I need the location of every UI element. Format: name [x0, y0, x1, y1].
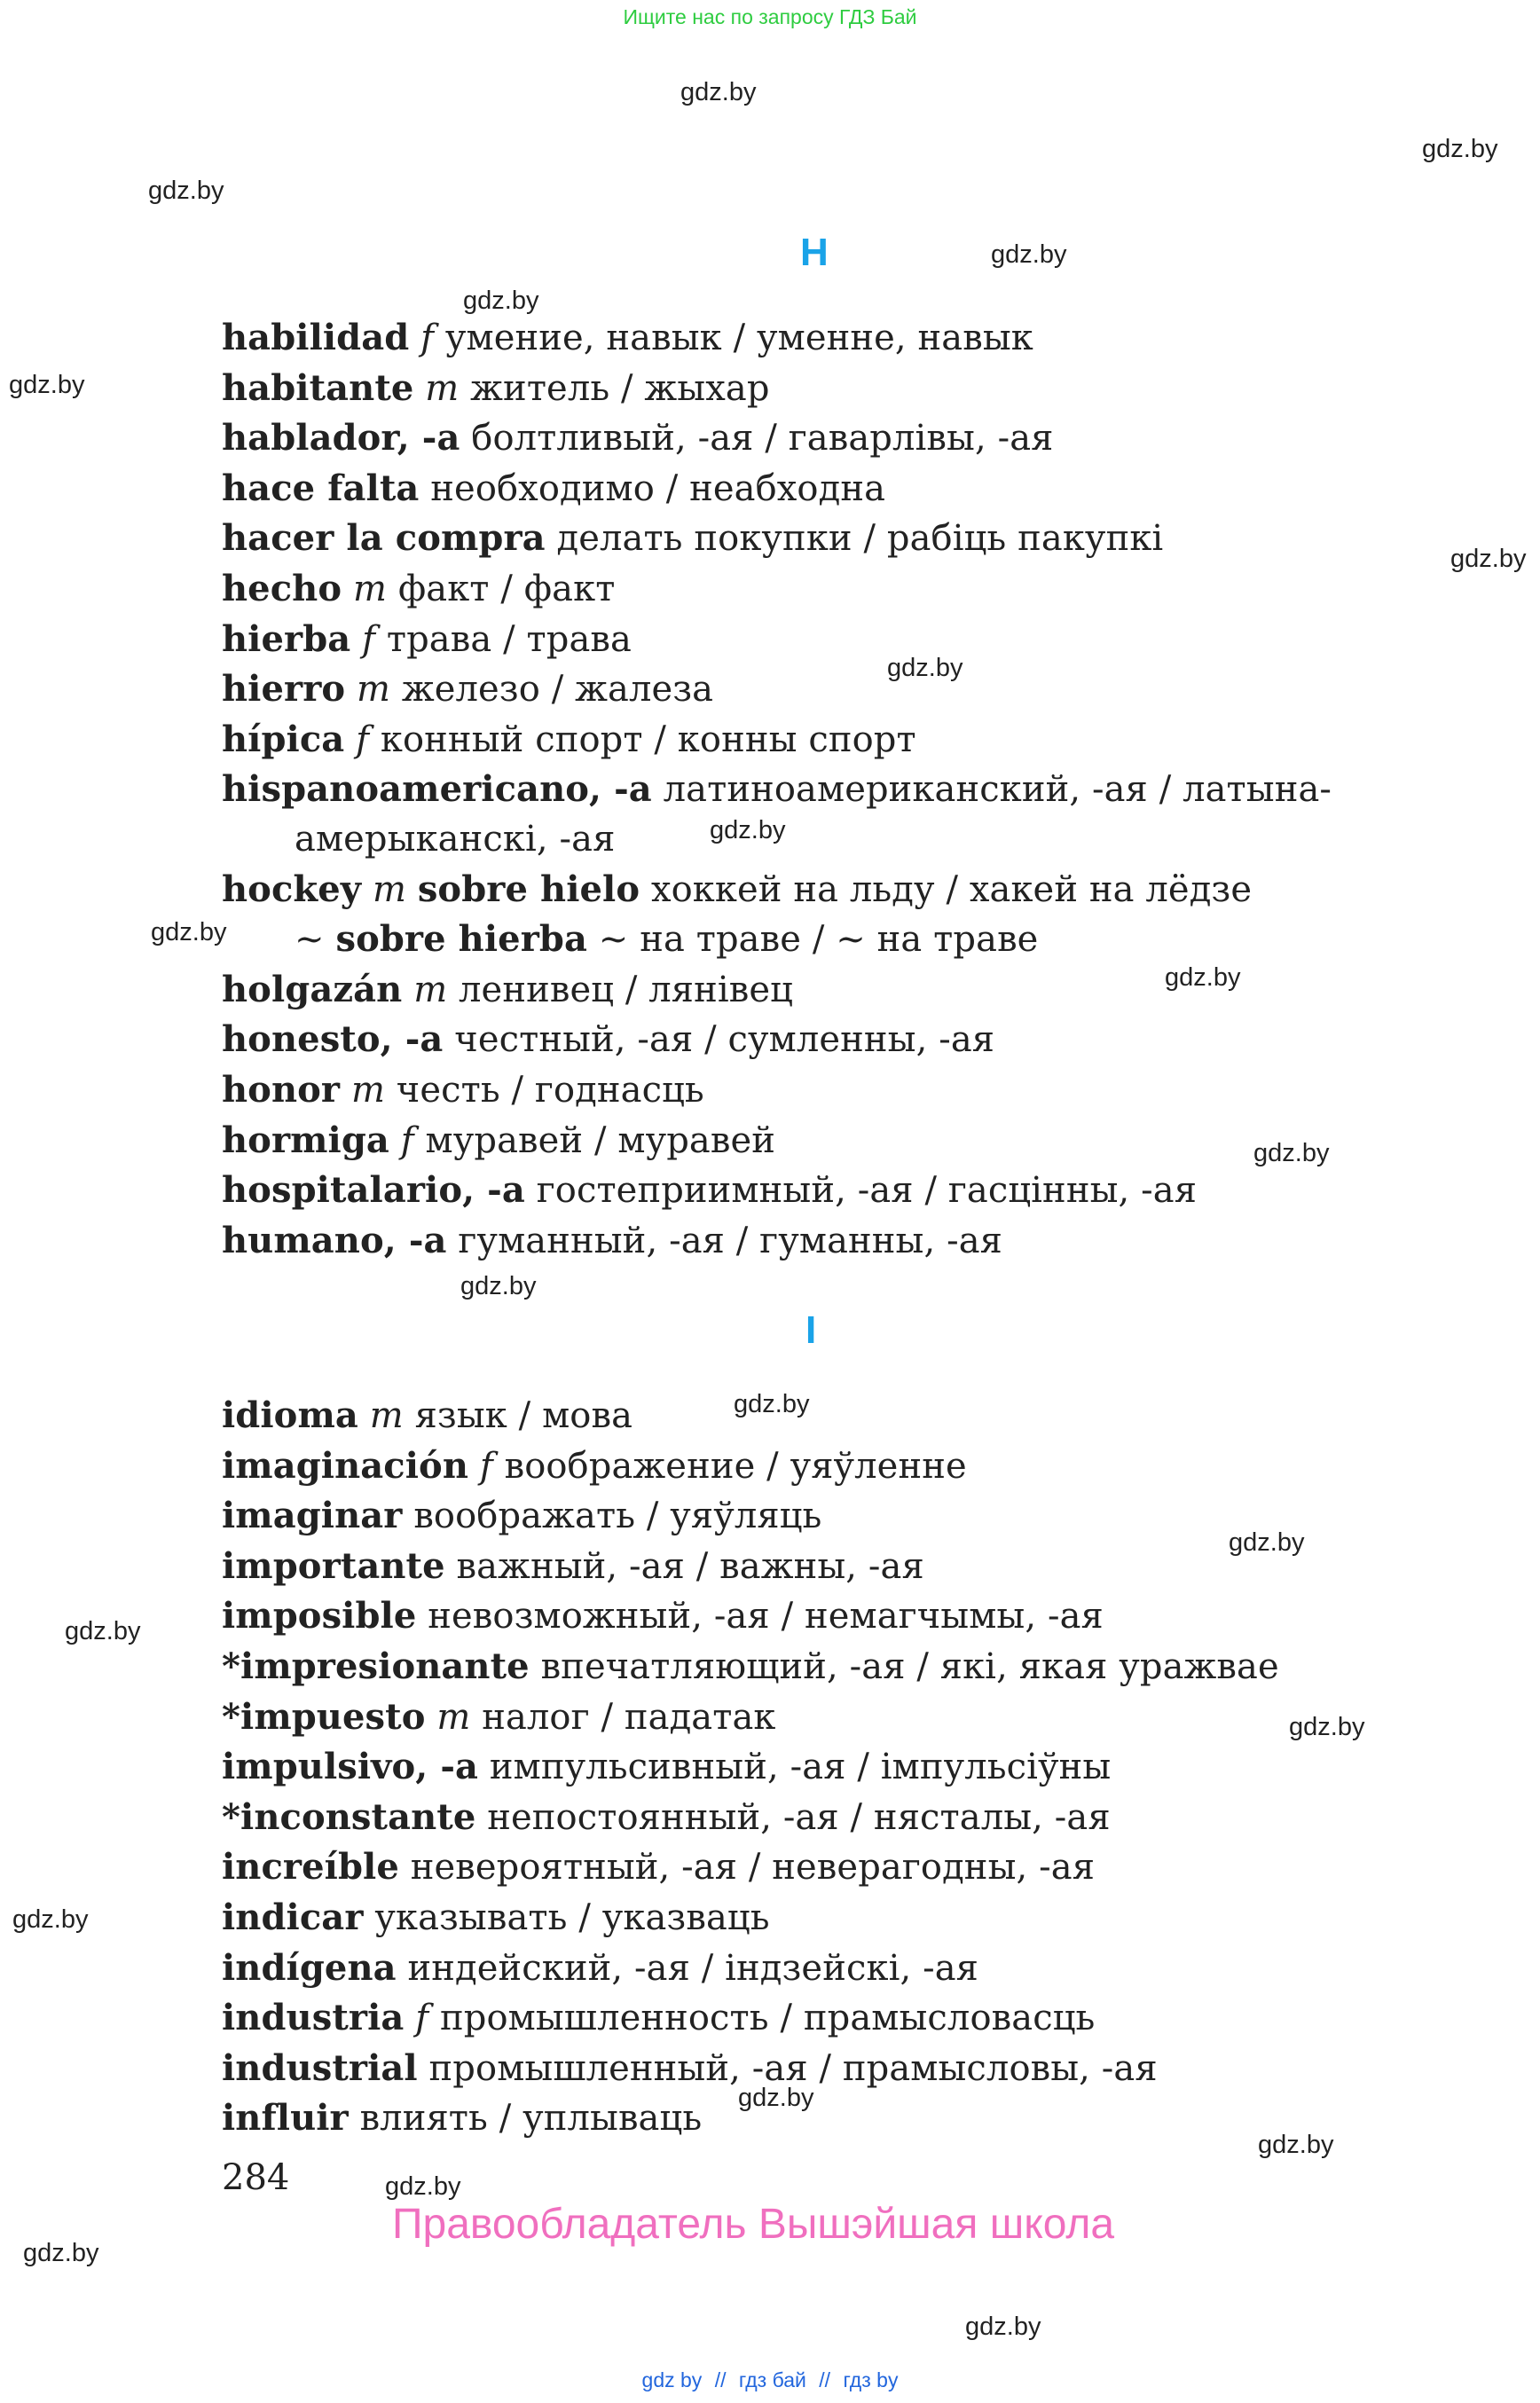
footer-link[interactable]: гдз by	[843, 2368, 899, 2391]
grammar-label: m	[425, 367, 460, 409]
grammar-label: f	[420, 318, 435, 358]
grammar-label: m	[350, 1069, 385, 1111]
watermark: gdz.by	[463, 287, 539, 315]
translation: трава / трава	[386, 618, 632, 660]
watermark: gdz.by	[1289, 1713, 1365, 1741]
dictionary-entry	[222, 1642, 1279, 1692]
headword: industrial	[222, 2046, 418, 2089]
dictionary-entry	[222, 915, 1332, 965]
dictionary-entry	[222, 564, 1332, 615]
dictionary-entry	[222, 1065, 1332, 1116]
headword: humano, -a	[222, 1219, 447, 1261]
headword-phrase: sobre hielo	[417, 868, 640, 910]
dictionary-entry	[222, 313, 1332, 364]
dictionary-entry	[222, 1993, 1279, 2044]
translation: впечатляющий, -ая / які, якая уражвае	[540, 1645, 1279, 1687]
grammar-label: f	[415, 1998, 429, 2039]
translation: болтливый, -ая / гаварлівы, -ая	[471, 418, 1054, 459]
grammar-label: m	[372, 868, 406, 910]
watermark: gdz.by	[887, 654, 963, 682]
headword: holgazán	[222, 968, 403, 1010]
translation: невероятный, -ая / неверагодны, -ая	[410, 1847, 1096, 1889]
dictionary-entry	[222, 2044, 1279, 2094]
watermark: gdz.by	[9, 371, 85, 399]
translation: воображать / уяўляць	[413, 1496, 822, 1537]
watermark: gdz.by	[1258, 2131, 1334, 2159]
watermark: gdz.by	[738, 2084, 814, 2112]
translation: конный спорт / конны спорт	[380, 719, 916, 760]
headword: hospitalario, -a	[222, 1169, 525, 1212]
watermark: gdz.by	[385, 2172, 461, 2201]
dictionary-entry	[222, 1542, 1279, 1592]
headword: hormiga	[222, 1119, 389, 1161]
watermark: gdz.by	[734, 1390, 810, 1418]
translation: гуманный, -ая / гуманны, -ая	[458, 1220, 1003, 1261]
headword: imaginar	[222, 1495, 403, 1537]
dictionary-entry	[222, 715, 1332, 766]
translation: важный, -ая / важны, -ая	[456, 1545, 924, 1587]
dictionary-entry	[222, 765, 1332, 864]
watermark: gdz.by	[1229, 1528, 1305, 1557]
translation: умение, навык / уменне, навык	[444, 318, 1033, 358]
top-banner[interactable]: Ищите нас по запросу ГДЗ Бай	[623, 5, 917, 28]
headword: hacer la compra	[222, 517, 546, 560]
headword: hípica	[222, 718, 345, 760]
dictionary-section-h	[222, 313, 1332, 1266]
watermark: gdz.by	[1450, 545, 1527, 573]
footer-separator: //	[714, 2368, 727, 2391]
translation: промышленный, -ая / прамысловы, -ая	[428, 2047, 1158, 2089]
headword: hace falta	[222, 467, 420, 509]
grammar-label: f	[356, 719, 370, 760]
footer-links	[0, 2368, 1540, 2392]
translation: непостоянный, -ая / нясталы, -ая	[487, 1796, 1111, 1838]
dictionary-entry	[222, 664, 1332, 715]
dictionary-entry	[222, 364, 1332, 414]
grammar-label: f	[400, 1119, 414, 1161]
dictionary-entry	[222, 1491, 1279, 1542]
watermark: gdz.by	[1165, 963, 1241, 992]
dictionary-entry	[222, 1015, 1332, 1065]
watermark: gdz.by	[991, 240, 1067, 269]
dictionary-entry	[222, 514, 1332, 564]
dictionary-entry	[222, 1591, 1279, 1642]
copyright-notice: Правообладатель Вышэйшая школа	[392, 2201, 1115, 2248]
dictionary-entry	[222, 1893, 1279, 1944]
watermark: gdz.by	[710, 816, 786, 844]
grammar-label: m	[369, 1395, 404, 1436]
translation: указывать / указваць	[374, 1896, 770, 1938]
translation: латиноамериканский, -ая / латына-	[663, 769, 1332, 811]
grammar-label: m	[436, 1696, 471, 1738]
watermark: gdz.by	[151, 918, 227, 946]
headword: indígena	[222, 1946, 397, 1989]
watermark: gdz.by	[1422, 135, 1498, 163]
footer-link[interactable]: гдз бай	[738, 2368, 806, 2391]
headword: increíble	[222, 1846, 399, 1889]
watermark: gdz.by	[23, 2239, 99, 2267]
watermark: gdz.by	[1253, 1139, 1330, 1167]
watermark: gdz.by	[965, 2313, 1041, 2341]
section-letter-h: H	[800, 231, 829, 274]
grammar-label: m	[352, 568, 388, 609]
headword: hablador, -a	[222, 417, 460, 459]
dictionary-entry	[222, 1441, 1279, 1492]
dictionary-entry	[222, 1116, 1332, 1166]
translation: факт / факт	[397, 568, 616, 609]
translation: хоккей на льду / хакей на лёдзе	[650, 868, 1253, 910]
watermark: gdz.by	[460, 1272, 537, 1300]
dictionary-entry	[222, 1742, 1279, 1793]
translation: индейский, -ая / індзейскі, -ая	[407, 1947, 978, 1989]
watermark: gdz.by	[148, 177, 224, 205]
dictionary-entry	[222, 464, 1332, 514]
headword: importante	[222, 1544, 445, 1587]
section-letter-i: I	[805, 1308, 817, 1352]
headword: sobre hierba	[335, 918, 587, 961]
dictionary-entry	[222, 413, 1332, 464]
dictionary-entry	[222, 615, 1332, 665]
translation: влиять / уплываць	[359, 2098, 703, 2140]
dictionary-entry	[222, 2093, 1279, 2144]
headword: impulsivo, -a	[222, 1746, 479, 1788]
headword: habilidad	[222, 317, 410, 358]
translation: импульсивный, -ая / імпульсіўны	[489, 1747, 1112, 1788]
translation: необходимо / неабходна	[430, 467, 886, 509]
translation: ленивец / лянівец	[459, 969, 793, 1010]
translation: язык / мова	[414, 1395, 633, 1436]
page-number: 284	[222, 2157, 290, 2198]
dictionary-entry	[222, 1842, 1279, 1893]
dictionary-entry	[222, 965, 1332, 1016]
footer-separator: //	[819, 2368, 831, 2391]
translation: воображение / уяўленне	[504, 1445, 967, 1487]
dictionary-entry	[222, 1166, 1332, 1216]
headword: habitante	[222, 366, 414, 409]
headword: influir	[222, 2097, 349, 2140]
headword: indicar	[222, 1896, 364, 1938]
dictionary-entry	[222, 1793, 1279, 1843]
headword: idioma	[222, 1394, 358, 1436]
translation: промышленность / прамысловасць	[439, 1998, 1096, 2039]
dictionary-entry	[222, 1216, 1332, 1267]
dictionary-entry	[222, 1944, 1279, 1994]
grammar-label: f	[362, 618, 376, 660]
translation: делать покупки / рабіць пакупкі	[556, 518, 1164, 560]
dictionary-entry	[222, 1692, 1279, 1743]
headword: hockey	[222, 868, 362, 910]
dictionary-entry	[222, 1391, 1279, 1441]
headword: imaginación	[222, 1444, 469, 1487]
translation-continuation: амерыканскі, -ая	[295, 818, 616, 860]
watermark: gdz.by	[12, 1905, 89, 1934]
translation: налог / падатак	[482, 1696, 776, 1738]
headword: hierba	[222, 617, 351, 660]
translation: честный, -ая / сумленны, -ая	[454, 1019, 995, 1061]
headword: honor	[222, 1068, 341, 1111]
tilde-mark: ~	[295, 919, 325, 961]
watermark: gdz.by	[65, 1617, 141, 1645]
translation: муравей / муравей	[425, 1119, 776, 1161]
headword: *impresionante	[222, 1645, 530, 1687]
translation: честь / годнасць	[396, 1069, 704, 1111]
watermark: gdz.by	[680, 78, 757, 106]
headword: imposible	[222, 1595, 417, 1637]
headword: hispanoamericano, -a	[222, 768, 652, 811]
translation: гостеприимный, -ая / гасцінны, -ая	[536, 1170, 1198, 1212]
translation: ~ на траве / ~ на траве	[598, 919, 1039, 961]
headword: honesto, -a	[222, 1018, 444, 1061]
translation: железо / жалеза	[401, 669, 714, 711]
grammar-label: f	[479, 1445, 493, 1487]
grammar-label: m	[356, 669, 391, 711]
footer-link[interactable]: gdz by	[641, 2368, 703, 2391]
dictionary-section-i	[222, 1391, 1279, 2144]
grammar-label: m	[413, 969, 448, 1010]
headword: hierro	[222, 668, 346, 711]
dictionary-entry	[222, 865, 1332, 915]
translation: житель / жыхар	[470, 367, 770, 409]
headword: industria	[222, 1997, 405, 2039]
headword: *impuesto	[222, 1695, 426, 1738]
translation: невозможный, -ая / немагчымы, -ая	[428, 1596, 1104, 1637]
headword: *inconstante	[222, 1795, 476, 1838]
headword: hecho	[222, 567, 342, 609]
